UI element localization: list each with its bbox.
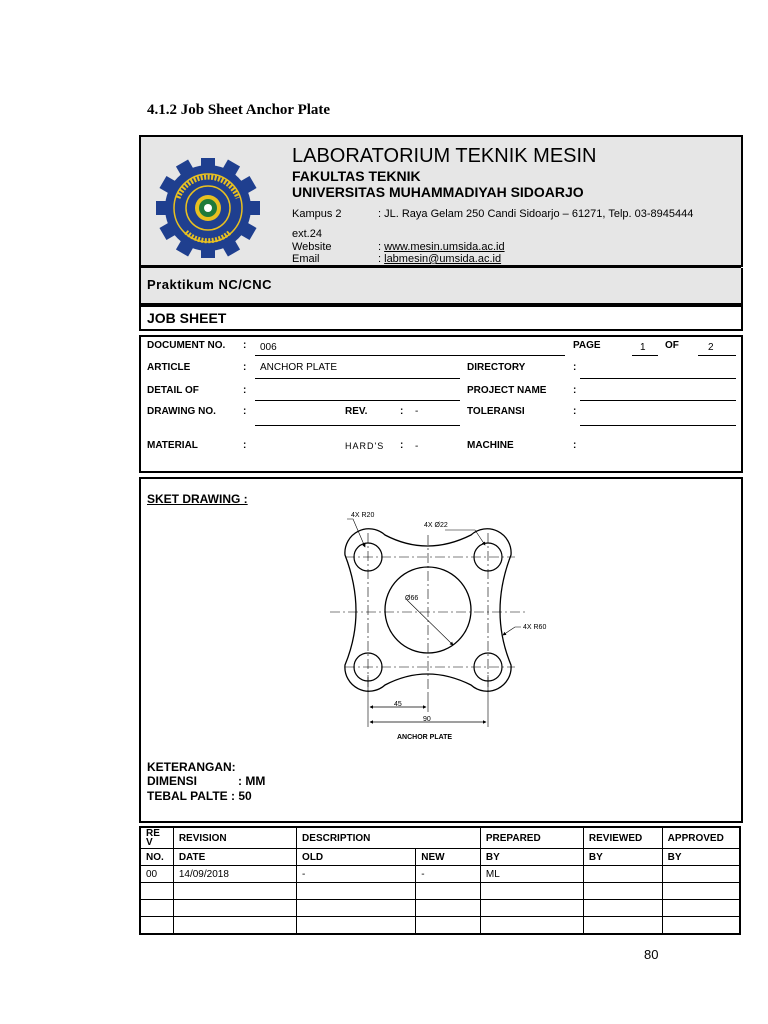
table-header-cell: REVISION	[173, 827, 296, 849]
colon: :	[573, 385, 577, 396]
campus-address: : JL. Raya Gelam 250 Candi Sidoarjo – 61271, Telp. 03-8945444	[378, 208, 694, 220]
table-cell: 00	[140, 866, 173, 883]
website-label: Website	[292, 241, 332, 253]
dim-d66-label: Ø66	[405, 595, 419, 602]
colon: :	[573, 406, 577, 417]
dim-r20-label: 4X R20	[351, 512, 375, 519]
detail-of-underline	[255, 400, 460, 401]
table-header-cell: RE V	[140, 827, 173, 849]
table-header-cell: NO.	[140, 849, 173, 866]
university-name: UNIVERSITAS MUHAMMADIYAH SIDOARJO	[292, 184, 584, 200]
dim-d22-label: 4X Ø22	[424, 522, 448, 529]
email-prefix: :	[378, 253, 385, 265]
hards-value: -	[415, 441, 419, 452]
table-header-cell: APPROVED	[662, 827, 740, 849]
table-header-row	[140, 827, 740, 849]
directory-label: DIRECTORY	[467, 362, 526, 373]
center-lines	[330, 533, 525, 693]
table-header-row	[140, 849, 740, 866]
table-row	[140, 900, 740, 917]
colon: :	[243, 406, 247, 417]
table-header-cell: BY	[583, 849, 662, 866]
page-underline	[632, 355, 658, 356]
website-value	[378, 241, 505, 253]
table-header-cell: DESCRIPTION	[297, 827, 481, 849]
website-prefix: :	[378, 241, 385, 253]
toleransi-label: TOLERANSI	[467, 406, 525, 417]
of-value: 2	[708, 342, 714, 353]
rev-value: -	[415, 406, 419, 417]
material-label: MATERIAL	[147, 440, 198, 451]
colon: :	[243, 440, 247, 451]
keterangan-label: KETERANGAN:	[147, 760, 236, 774]
article-label: ARTICLE	[147, 362, 191, 373]
rev-label: REV.	[345, 406, 368, 417]
colon: :	[400, 406, 404, 417]
drawing-no-underline	[255, 425, 460, 426]
project-name-underline	[580, 400, 736, 401]
colon: :	[573, 440, 577, 451]
email-link[interactable]: labmesin@umsida.ac.id	[384, 253, 502, 265]
revision-table	[139, 826, 741, 935]
table-header-cell: REVIEWED	[583, 827, 662, 849]
email-value	[378, 253, 501, 265]
table-header-cell: PREPARED	[480, 827, 583, 849]
page-number: 80	[644, 947, 659, 962]
dim-r60-label: 4X R60	[523, 624, 547, 631]
campus-ext: ext.24	[292, 228, 322, 240]
detail-of-label: DETAIL OF	[147, 385, 199, 396]
umsida-gear-logo	[153, 158, 263, 258]
toleransi-underline	[580, 425, 736, 426]
of-label: OF	[665, 340, 679, 351]
table-header-cell: BY	[480, 849, 583, 866]
website-link[interactable]: www.mesin.umsida.ac.id	[384, 241, 505, 253]
colon: :	[400, 440, 404, 451]
table-header-cell: DATE	[173, 849, 296, 866]
table-cell: 14/09/2018	[173, 866, 296, 883]
table-header-cell: BY	[662, 849, 740, 866]
praktikum-title: Praktikum NC/CNC	[147, 277, 273, 292]
drawing-no-label: DRAWING NO.	[147, 406, 216, 417]
table-header-cell: OLD	[297, 849, 416, 866]
dim-45-label: 45	[394, 701, 402, 708]
document-no-value: 006	[260, 342, 277, 353]
machine-label: MACHINE	[467, 440, 514, 451]
section-title: 4.1.2 Job Sheet Anchor Plate	[147, 102, 331, 118]
table-cell: -	[297, 866, 416, 883]
dimensi-value: : MM	[238, 774, 266, 788]
project-name-label: PROJECT NAME	[467, 385, 547, 396]
of-underline	[698, 355, 736, 356]
job-sheet-title: JOB SHEET	[147, 310, 227, 326]
table-cell: ML	[480, 866, 583, 883]
faculty-name: FAKULTAS TEKNIK	[292, 168, 421, 184]
table-row	[140, 866, 740, 883]
table-cell: -	[416, 866, 481, 883]
colon: :	[243, 340, 247, 351]
directory-underline	[580, 378, 736, 379]
praktikum-box	[139, 268, 743, 305]
colon: :	[573, 362, 577, 373]
lab-title: LABORATORIUM TEKNIK MESIN	[292, 145, 597, 167]
table-cell	[583, 866, 662, 883]
email-label: Email	[292, 253, 320, 265]
sketch-title: SKET DRAWING :	[147, 492, 248, 506]
table-row	[140, 883, 740, 900]
colon: :	[243, 385, 247, 396]
tebal-plate: TEBAL PALTE : 50	[147, 789, 252, 803]
page-value: 1	[640, 342, 646, 353]
table-header-cell: NEW	[416, 849, 481, 866]
article-value: ANCHOR PLATE	[260, 362, 338, 373]
job-sheet-box	[139, 305, 743, 331]
colon: :	[243, 362, 247, 373]
document-no-underline	[255, 355, 565, 356]
table-row	[140, 917, 740, 935]
article-underline	[255, 378, 460, 379]
page-label: PAGE	[573, 340, 601, 351]
anchor-plate-drawing	[325, 505, 565, 755]
dim-90-label: 90	[423, 716, 431, 723]
drawing-caption: ANCHOR PLATE	[397, 734, 453, 741]
document-no-label: DOCUMENT NO.	[147, 340, 226, 351]
table-cell	[662, 866, 740, 883]
dimensi-label: DIMENSI	[147, 774, 198, 788]
hards-label: HARD'S	[345, 441, 385, 451]
campus-label: Kampus 2	[292, 208, 342, 220]
